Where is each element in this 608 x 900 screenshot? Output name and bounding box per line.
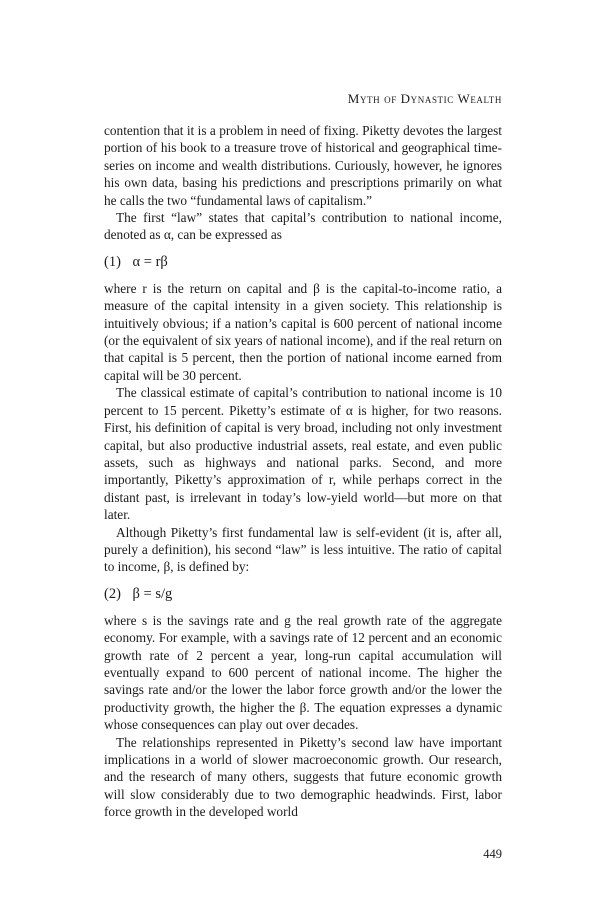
equation-1-number: (1)	[104, 253, 121, 270]
paragraph-1: contention that it is a problem in need of fixing. Piketty devotes the largest portion of his book to a treasure trove of historical and geographical time-series on income and wealth distributions. Curiously, however, he ignores his own data, basing his predictions and prescriptions primarily on what he calls the two “fundamental laws of capitalism.”	[104, 123, 502, 208]
equation-2-formula: β = s/g	[132, 585, 173, 602]
equation-2	[104, 585, 502, 603]
page-number: 449	[483, 847, 502, 861]
equation-2-number: (2)	[104, 585, 121, 602]
equation-1	[104, 253, 502, 271]
body-text	[104, 122, 502, 821]
paragraph-3: where r is the return on capital and β is the capital-to-income ratio, a measure of the capital intensity in a given society. This relationship is intuitively obvious; if a nation’s capital is 600 percent of national income (or the equivalent of six years of national income), and if the real return on that capital is 5 percent, then the portion of national income earned from capital will be 30 percent.	[104, 280, 502, 383]
running-head: Myth of Dynastic Wealth	[347, 91, 502, 106]
paragraph-5: Although Piketty’s first fundamental law is self-evident (it is, after all, purely a definition), his second “law” is less intuitive. The ratio of capital to income, β, is defined by:	[104, 524, 502, 575]
paragraph-6: where s is the savings rate and g the real growth rate of the aggregate economy. For example, with a savings rate of 12 percent and an economic growth rate of 2 percent a year, long-run capital accumulation will eventually expand to 600 percent of national income. The higher the savings rate and/or the lower the labor force growth and/or the lower the productivity growth, the higher the β. The equation expresses a dynamic whose consequences can play out over decades.	[104, 612, 502, 733]
paragraph-2: The first “law” states that capital’s contribution to national income, denoted as α, can be expressed as	[104, 210, 502, 243]
paragraph-4: The classical estimate of capital’s contribution to national income is 10 percent to 15 percent. Piketty’s estimate of α is higher, for two reasons. First, his definition of capital is very broad, including not only investment capital, but also productive industrial assets, real estate, and even public assets, such as highways and national parks. Second, and more importantly, Piketty’s approximation of r, while perhaps correct in the distant past, is irrelevant in today’s low-yield world—but more on that later.	[104, 385, 502, 523]
equation-1-formula: α = rβ	[132, 253, 168, 270]
paragraph-7: The relationships represented in Piketty’s second law have important implications in a world of slower macroeconomic growth. Our research, and the research of many others, suggests that future economic growth will slow considerably due to two demographic headwinds. First, labor force growth in the developed world	[104, 734, 502, 820]
